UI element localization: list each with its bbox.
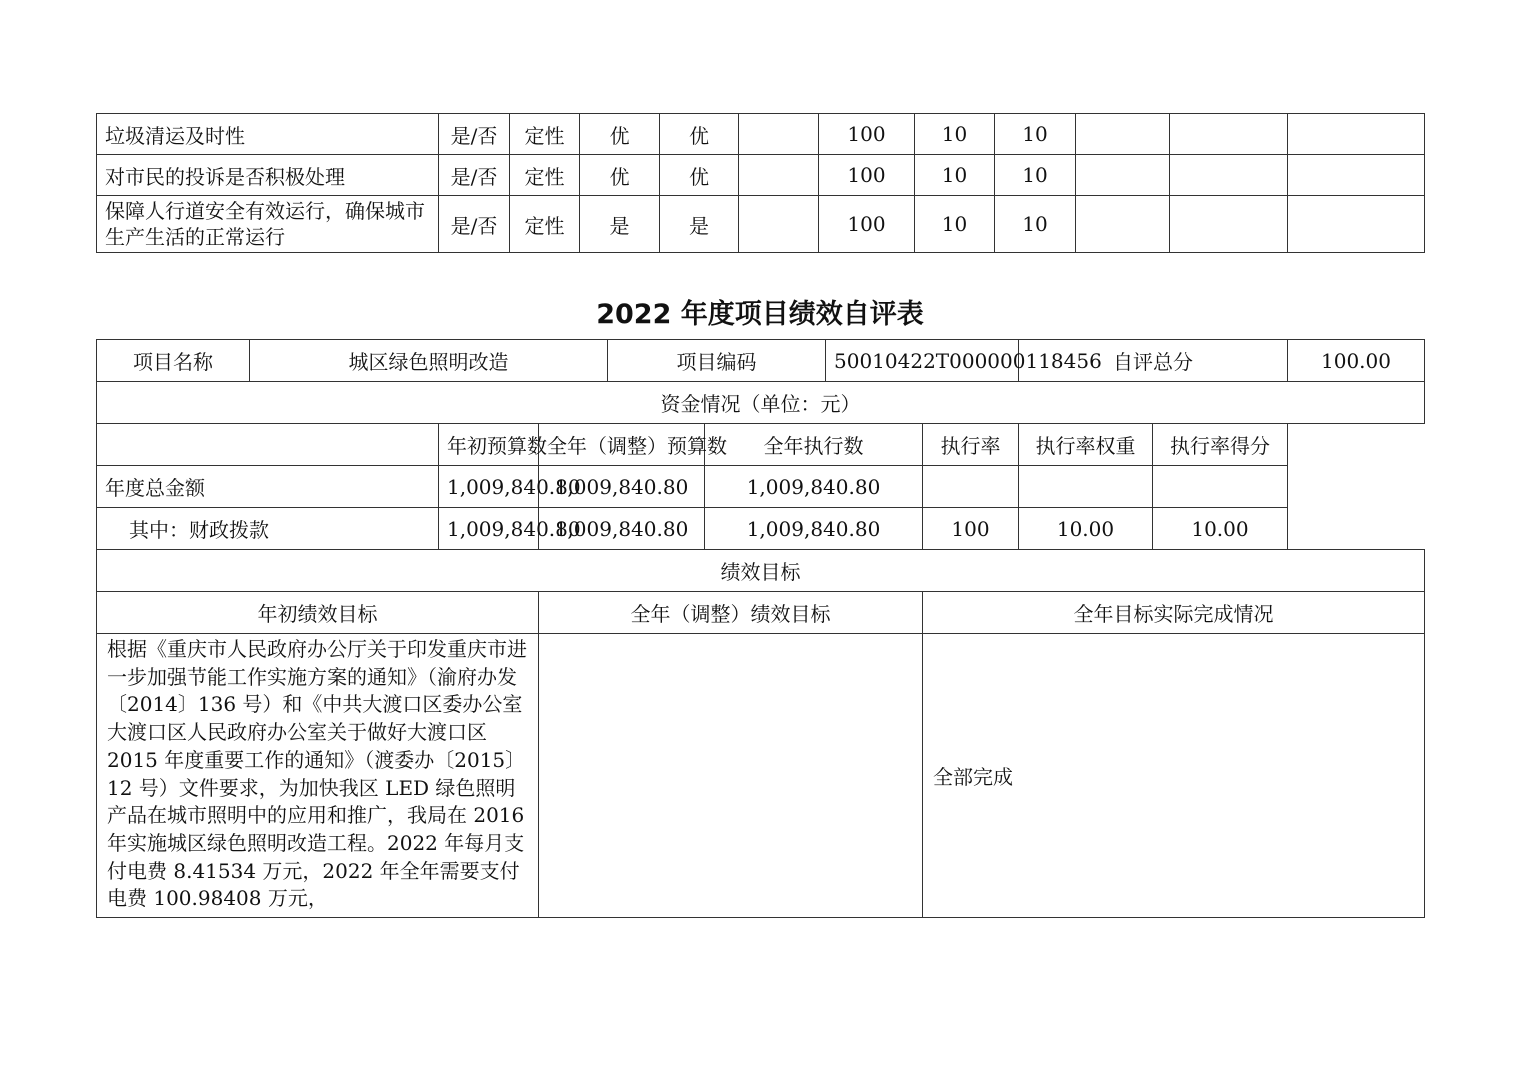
col-adjusted-goal: 全年（调整）绩效目标 bbox=[539, 592, 923, 634]
indicator-table-continued bbox=[96, 113, 1425, 253]
page-title: 2022 年度项目绩效自评表 bbox=[596, 299, 924, 330]
col-exec-rate: 执行率 bbox=[923, 424, 1019, 466]
empty-cell bbox=[1076, 155, 1170, 196]
fiscal-weight: 10.00 bbox=[1019, 508, 1153, 550]
project-name-label: 项目名称 bbox=[97, 340, 250, 382]
indicator-target: 是 bbox=[580, 196, 660, 253]
indicator-actual: 是 bbox=[660, 196, 739, 253]
indicator-nature: 定性 bbox=[510, 114, 580, 155]
col-initial-goal: 年初绩效目标 bbox=[97, 592, 539, 634]
empty-cell bbox=[1170, 155, 1288, 196]
indicator-type: 是/否 bbox=[439, 155, 510, 196]
indicator-score: 10 bbox=[995, 155, 1076, 196]
indicator-blank bbox=[739, 114, 819, 155]
indicator-blank bbox=[739, 196, 819, 253]
table-row bbox=[97, 155, 1425, 196]
funds-columns-row bbox=[97, 424, 1425, 466]
empty-cell bbox=[1288, 114, 1425, 155]
initial-goal-text: 根据《重庆市人民政府办公厅关于印发重庆市进一步加强节能工作实施方案的通知》（渝府办发〔2014〕136 号）和《中共大渡口区委办公室大渡口区人民政府办公室关于做好大渡口区 2015 年度重要工作的通知》（渡委办〔2015〕12 号）文件要求，为加快我区 LED 绿色照明产品在城市照明中的应用和推广，我局在 2016 年实施城区绿色照明改造工程。2022 年每月支付电费 8.41534 万元，2022 年全年需要支付电费 100.98408 万元， bbox=[97, 634, 539, 918]
total-executed: 1,009,840.80 bbox=[705, 466, 923, 508]
total-weight bbox=[1019, 466, 1153, 508]
fiscal-executed: 1,009,840.80 bbox=[705, 508, 923, 550]
indicator-pct: 100 bbox=[819, 196, 915, 253]
total-label: 年度总金额 bbox=[97, 466, 439, 508]
indicator-actual: 优 bbox=[660, 114, 739, 155]
indicator-score: 10 bbox=[995, 196, 1076, 253]
project-name: 城区绿色照明改造 bbox=[250, 340, 608, 382]
funds-header: 资金情况（单位：元） bbox=[97, 382, 1425, 424]
indicator-actual: 优 bbox=[660, 155, 739, 196]
indicator-nature: 定性 bbox=[510, 155, 580, 196]
col-actual-completion: 全年目标实际完成情况 bbox=[923, 592, 1425, 634]
col-adjusted-budget: 全年（调整）预算数 bbox=[539, 424, 705, 466]
indicator-name: 保障人行道安全有效运行，确保城市生产生活的正常运行 bbox=[97, 196, 439, 253]
indicator-name: 垃圾清运及时性 bbox=[97, 114, 439, 155]
indicator-blank bbox=[739, 155, 819, 196]
fiscal-adjusted: 1,009,840.80 bbox=[539, 508, 705, 550]
indicator-pct: 100 bbox=[819, 114, 915, 155]
fiscal-score: 10.00 bbox=[1153, 508, 1288, 550]
empty-cell bbox=[1076, 196, 1170, 253]
indicator-weight: 10 bbox=[915, 196, 995, 253]
project-code-label: 项目编码 bbox=[608, 340, 826, 382]
col-initial-budget: 年初预算数 bbox=[439, 424, 539, 466]
table-row bbox=[97, 196, 1425, 253]
col-exec-weight: 执行率权重 bbox=[1019, 424, 1153, 466]
table-row bbox=[97, 114, 1425, 155]
self-evaluation-table bbox=[96, 339, 1425, 918]
funds-total-row bbox=[97, 466, 1425, 508]
indicator-target: 优 bbox=[580, 155, 660, 196]
funds-header-row bbox=[97, 382, 1425, 424]
fiscal-rate: 100 bbox=[923, 508, 1019, 550]
col-executed: 全年执行数 bbox=[705, 424, 923, 466]
empty-cell bbox=[1288, 196, 1425, 253]
total-score: 100.00 bbox=[1288, 340, 1425, 382]
col-exec-score: 执行率得分 bbox=[1153, 424, 1288, 466]
indicator-nature: 定性 bbox=[510, 196, 580, 253]
total-score bbox=[1153, 466, 1288, 508]
indicator-type: 是/否 bbox=[439, 114, 510, 155]
total-rate bbox=[923, 466, 1019, 508]
fiscal-label: 其中：财政拨款 bbox=[97, 508, 439, 550]
indicator-weight: 10 bbox=[915, 114, 995, 155]
empty-cell bbox=[1288, 155, 1425, 196]
goals-header-row bbox=[97, 550, 1425, 592]
empty-cell bbox=[1170, 114, 1288, 155]
total-initial: 1,009,840.80 bbox=[439, 466, 539, 508]
actual-completion-text: 全部完成 bbox=[923, 634, 1425, 918]
goals-header: 绩效目标 bbox=[97, 550, 1425, 592]
indicator-target: 优 bbox=[580, 114, 660, 155]
goals-content-row bbox=[97, 634, 1425, 918]
indicator-pct: 100 bbox=[819, 155, 915, 196]
total-score-label: 自评总分 bbox=[1019, 340, 1288, 382]
indicator-type: 是/否 bbox=[439, 196, 510, 253]
indicator-name: 对市民的投诉是否积极处理 bbox=[97, 155, 439, 196]
project-code: 50010422T000000118456 bbox=[826, 340, 1019, 382]
empty-cell bbox=[1076, 114, 1170, 155]
funds-fiscal-row bbox=[97, 508, 1425, 550]
indicator-weight: 10 bbox=[915, 155, 995, 196]
goals-columns-row bbox=[97, 592, 1425, 634]
empty-cell bbox=[1170, 196, 1288, 253]
total-adjusted: 1,009,840.80 bbox=[539, 466, 705, 508]
adjusted-goal-text bbox=[539, 634, 923, 918]
fiscal-initial: 1,009,840.80 bbox=[439, 508, 539, 550]
indicator-score: 10 bbox=[995, 114, 1076, 155]
project-info-row bbox=[97, 340, 1425, 382]
empty-cell bbox=[97, 424, 439, 466]
